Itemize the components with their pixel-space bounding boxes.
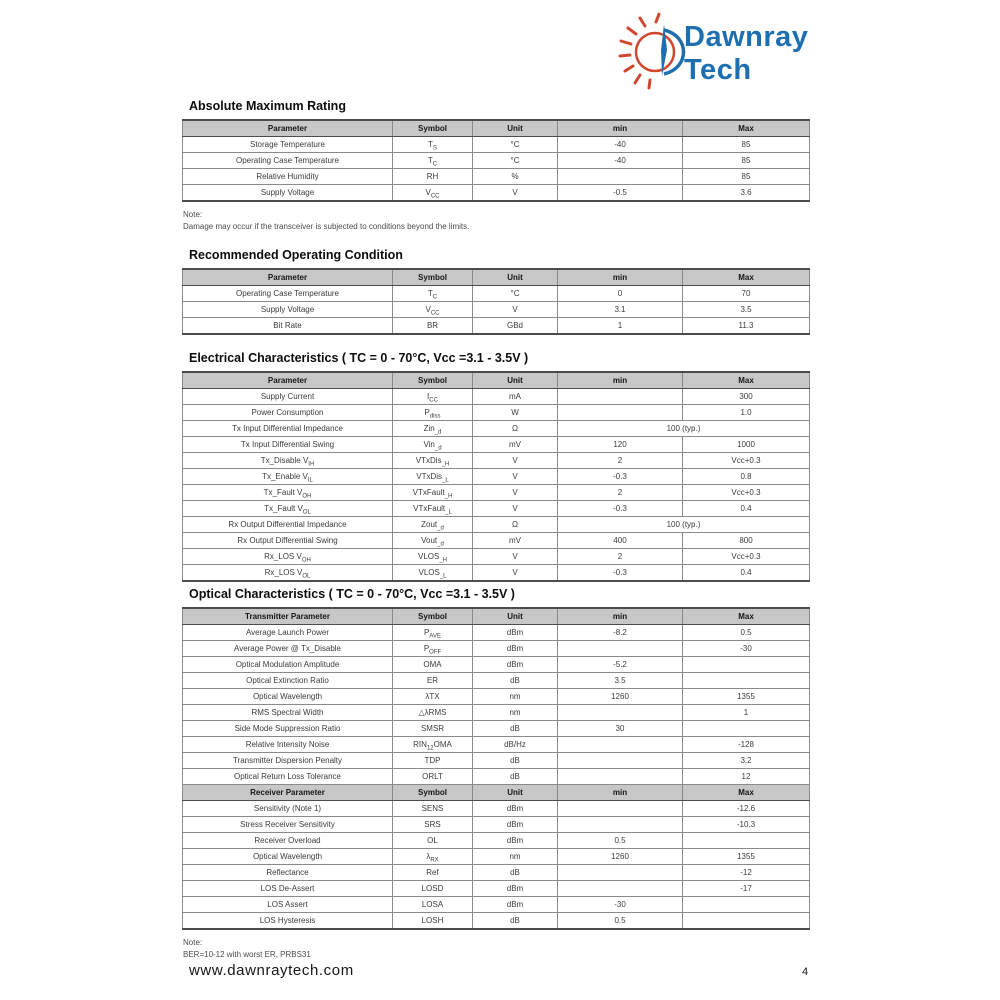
- table-row: [183, 469, 810, 485]
- column-header: min: [558, 372, 683, 389]
- table-cell: OMA: [393, 657, 473, 673]
- table-row: [183, 753, 810, 769]
- table-cell: [683, 721, 810, 737]
- absolute-maximum-rating-table: [182, 119, 810, 202]
- table-cell: Receiver Overload: [183, 833, 393, 849]
- table-cell: △λRMS: [393, 705, 473, 721]
- table-header-row: [183, 269, 810, 286]
- optical-characteristics-table: [182, 607, 810, 930]
- table-row: [183, 801, 810, 817]
- table-cell: [558, 405, 683, 421]
- table-cell: Zin$_{\_d}$: [393, 421, 473, 437]
- table-cell: 1: [683, 705, 810, 721]
- table-cell: Rx_LOS $V_{OH}$: [183, 549, 393, 565]
- table-cell: Zout$_{\_d}$: [393, 517, 473, 533]
- table-cell: -30: [683, 641, 810, 657]
- table-cell: V: [473, 185, 558, 202]
- table-cell: Optical Modulation Amplitude: [183, 657, 393, 673]
- section-title: Recommended Operating Condition: [189, 248, 403, 262]
- table-cell: Tx Input Differential Impedance: [183, 421, 393, 437]
- table-cell: Vcc+0.3: [683, 453, 810, 469]
- table-cell: dBm: [473, 817, 558, 833]
- table-cell: dB: [473, 721, 558, 737]
- table-cell: 3.1: [558, 302, 683, 318]
- table-cell: -128: [683, 737, 810, 753]
- table-cell: -0.3: [558, 501, 683, 517]
- table-cell: V: [473, 302, 558, 318]
- table-row: [183, 721, 810, 737]
- table-cell: Optical Wavelength: [183, 689, 393, 705]
- table-cell: °C: [473, 153, 558, 169]
- table-cell: Reflectance: [183, 865, 393, 881]
- table-cell: 300: [683, 389, 810, 405]
- table-cell: TDP: [393, 753, 473, 769]
- table-cell: 3.5: [558, 673, 683, 689]
- column-header: Symbol: [393, 120, 473, 137]
- table-cell: Vout$_{\_d}$: [393, 533, 473, 549]
- table-cell: 800: [683, 533, 810, 549]
- table-cell: mA: [473, 389, 558, 405]
- page-number: 4: [802, 966, 809, 978]
- table-row: [183, 769, 810, 785]
- table-cell: [558, 169, 683, 185]
- table-cell: Vcc+0.3: [683, 549, 810, 565]
- table-cell: 0.5: [558, 833, 683, 849]
- table-cell: $P_{diss}$: [393, 405, 473, 421]
- table-cell: nm: [473, 705, 558, 721]
- table-cell: [683, 897, 810, 913]
- table-row: [183, 533, 810, 549]
- table-cell: dBm: [473, 833, 558, 849]
- table-cell: 0.4: [683, 565, 810, 582]
- table-cell: LOSD: [393, 881, 473, 897]
- table-cell: dBm: [473, 657, 558, 673]
- column-header: Receiver Parameter: [183, 785, 393, 801]
- table-cell: [558, 817, 683, 833]
- table-cell: Relative Humidity: [183, 169, 393, 185]
- table-row: [183, 817, 810, 833]
- table-cell: -8.2: [558, 625, 683, 641]
- table-cell: -0.3: [558, 565, 683, 582]
- table-row: [183, 501, 810, 517]
- column-header: Max: [683, 269, 810, 286]
- footer-url: www.dawnraytech.com: [189, 962, 354, 979]
- table-cell: nm: [473, 689, 558, 705]
- table-cell: W: [473, 405, 558, 421]
- table-cell: VTxDis$_{\_L}$: [393, 469, 473, 485]
- table-cell: [558, 769, 683, 785]
- table-cell: V: [473, 485, 558, 501]
- table-cell: 70: [683, 286, 810, 302]
- column-header: Unit: [473, 269, 558, 286]
- table-cell: V: [473, 453, 558, 469]
- table-cell: 1355: [683, 849, 810, 865]
- table-row: [183, 485, 810, 501]
- table-cell: 2: [558, 485, 683, 501]
- table-cell: GBd: [473, 318, 558, 335]
- table-cell: RMS Spectral Width: [183, 705, 393, 721]
- table-cell: BR: [393, 318, 473, 335]
- table-cell: [558, 737, 683, 753]
- table-cell: 1260: [558, 689, 683, 705]
- table-cell: VTxDis$_{\_H}$: [393, 453, 473, 469]
- table-row: [183, 565, 810, 582]
- brand-name: Dawnray Tech: [684, 21, 809, 86]
- table-cell: Tx_Fault $V_{OL}$: [183, 501, 393, 517]
- electrical-characteristics-table: [182, 371, 810, 582]
- table-cell: 2: [558, 453, 683, 469]
- table-row: [183, 137, 810, 153]
- table-row: [183, 549, 810, 565]
- table-cell: 85: [683, 137, 810, 153]
- table-cell: dBm: [473, 641, 558, 657]
- table-cell: mV: [473, 437, 558, 453]
- column-header: Symbol: [393, 269, 473, 286]
- table-cell: Vin$_{\_d}$: [393, 437, 473, 453]
- brand-logo: [612, 10, 852, 90]
- table-cell: V: [473, 469, 558, 485]
- table-cell: $RIN_{12}OMA$: [393, 737, 473, 753]
- table-cell: SMSR: [393, 721, 473, 737]
- table-row: [183, 657, 810, 673]
- column-header: min: [558, 120, 683, 137]
- table-cell: $P_{OFF}$: [393, 641, 473, 657]
- column-header: Unit: [473, 785, 558, 801]
- table-header-row: [183, 372, 810, 389]
- table-header-row: [183, 120, 810, 137]
- table-cell: ER: [393, 673, 473, 689]
- table-cell: Vcc+0.3: [683, 485, 810, 501]
- table-cell: -0.3: [558, 469, 683, 485]
- table-cell: SRS: [393, 817, 473, 833]
- table-cell: 85: [683, 169, 810, 185]
- table-cell: Tx_Enable $V_{IL}$: [183, 469, 393, 485]
- table-cell: Supply Voltage: [183, 185, 393, 202]
- table-cell: Storage Temperature: [183, 137, 393, 153]
- table-cell: SENS: [393, 801, 473, 817]
- table-row: [183, 673, 810, 689]
- table-cell: -10.3: [683, 817, 810, 833]
- table-cell: dB/Hz: [473, 737, 558, 753]
- table-cell: 0: [558, 286, 683, 302]
- table-cell: Relative Intensity Noise: [183, 737, 393, 753]
- column-header: Parameter: [183, 372, 393, 389]
- table-cell: 100 (typ.): [558, 517, 810, 533]
- table-cell: 100 (typ.): [558, 421, 810, 437]
- table-cell: 1355: [683, 689, 810, 705]
- table-cell: -0.5: [558, 185, 683, 202]
- table-cell: 85: [683, 153, 810, 169]
- section-title: Electrical Characteristics ( TC = 0 - 70°C, Vcc =3.1 - 3.5V ): [189, 351, 529, 365]
- column-header: min: [558, 608, 683, 625]
- table-cell: -30: [558, 897, 683, 913]
- table-cell: 12: [683, 769, 810, 785]
- column-header: Max: [683, 372, 810, 389]
- column-header: min: [558, 269, 683, 286]
- table-cell: Rx Output Differential Swing: [183, 533, 393, 549]
- table-cell: LOS De-Assert: [183, 881, 393, 897]
- table-cell: [558, 641, 683, 657]
- table-cell: nm: [473, 849, 558, 865]
- column-header: Transmitter Parameter: [183, 608, 393, 625]
- table-row: [183, 318, 810, 335]
- table-row: [183, 897, 810, 913]
- table-cell: Rx_LOS $V_{OL}$: [183, 565, 393, 582]
- table-cell: RH: [393, 169, 473, 185]
- column-header: Symbol: [393, 608, 473, 625]
- table-cell: dBm: [473, 625, 558, 641]
- table-cell: °C: [473, 137, 558, 153]
- table-cell: 400: [558, 533, 683, 549]
- table-row: [183, 881, 810, 897]
- table-cell: VTxFault$_{\_H}$: [393, 485, 473, 501]
- table-cell: $T_C$: [393, 153, 473, 169]
- column-header: Unit: [473, 608, 558, 625]
- table-row: [183, 437, 810, 453]
- table-cell: [558, 753, 683, 769]
- table-cell: -12: [683, 865, 810, 881]
- table-cell: 2: [558, 549, 683, 565]
- table-row: [183, 389, 810, 405]
- table-cell: [683, 913, 810, 930]
- table-cell: [558, 389, 683, 405]
- table-cell: 1: [558, 318, 683, 335]
- table-cell: $VLOS_{\_H}$: [393, 549, 473, 565]
- table-cell: OL: [393, 833, 473, 849]
- table-cell: 1000: [683, 437, 810, 453]
- table-cell: $V_{CC}$: [393, 185, 473, 202]
- table-cell: [558, 705, 683, 721]
- table-cell: $I_{CC}$: [393, 389, 473, 405]
- table-cell: VTxFault$_{\_L}$: [393, 501, 473, 517]
- table-cell: $T_S$: [393, 137, 473, 153]
- table-cell: -40: [558, 137, 683, 153]
- table-cell: dB: [473, 865, 558, 881]
- table-cell: $V_{CC}$: [393, 302, 473, 318]
- table-cell: -5.2: [558, 657, 683, 673]
- note-text: Damage may occur if the transceiver is subjected to conditions beyond the limits.: [183, 222, 470, 231]
- table-cell: Rx Output Differential Impedance: [183, 517, 393, 533]
- table-row: [183, 737, 810, 753]
- table-cell: dB: [473, 753, 558, 769]
- table-cell: V: [473, 549, 558, 565]
- table-cell: dBm: [473, 897, 558, 913]
- table-cell: 0.4: [683, 501, 810, 517]
- table-cell: 11.3: [683, 318, 810, 335]
- column-header: Max: [683, 608, 810, 625]
- table-row: [183, 625, 810, 641]
- column-header: Unit: [473, 120, 558, 137]
- table-cell: Sensitivity (Note 1): [183, 801, 393, 817]
- table-cell: Average Launch Power: [183, 625, 393, 641]
- column-header: Symbol: [393, 372, 473, 389]
- table-row: [183, 405, 810, 421]
- column-header: Unit: [473, 372, 558, 389]
- table-cell: 1260: [558, 849, 683, 865]
- column-header: Parameter: [183, 120, 393, 137]
- table-cell: LOSH: [393, 913, 473, 930]
- table-row: [183, 865, 810, 881]
- table-cell: Side Mode Suppression Ratio: [183, 721, 393, 737]
- table-cell: Optical Extinction Ratio: [183, 673, 393, 689]
- note-text: BER=10-12 with worst ER, PRBS31: [183, 950, 311, 959]
- table-cell: Operating Case Temperature: [183, 286, 393, 302]
- table-cell: Transmitter Dispersion Penalty: [183, 753, 393, 769]
- section-absolute-maximum-rating: [182, 99, 809, 233]
- table-cell: LOS Hysteresis: [183, 913, 393, 930]
- table-cell: Optical Return Loss Tolerance: [183, 769, 393, 785]
- table-cell: [558, 865, 683, 881]
- table-cell: Tx_Fault $V_{OH}$: [183, 485, 393, 501]
- table-cell: LOS Assert: [183, 897, 393, 913]
- table-header-row: [183, 608, 810, 625]
- table-cell: Supply Current: [183, 389, 393, 405]
- table-cell: 0.8: [683, 469, 810, 485]
- section-optical-characteristics: [182, 587, 809, 961]
- table-cell: 3.2: [683, 753, 810, 769]
- table-row: [183, 849, 810, 865]
- column-header: min: [558, 785, 683, 801]
- table-cell: -17: [683, 881, 810, 897]
- table-cell: Power Consumption: [183, 405, 393, 421]
- table-cell: %: [473, 169, 558, 185]
- column-header: Symbol: [393, 785, 473, 801]
- table-cell: Average Power @ Tx_Disable: [183, 641, 393, 657]
- table-cell: dBm: [473, 801, 558, 817]
- table-row: [183, 517, 810, 533]
- table-row: [183, 689, 810, 705]
- table-cell: dB: [473, 673, 558, 689]
- table-row: [183, 185, 810, 202]
- table-cell: $\lambda_{RX}$: [393, 849, 473, 865]
- table-row: [183, 286, 810, 302]
- table-cell: 3.6: [683, 185, 810, 202]
- table-cell: $P_{AVE}$: [393, 625, 473, 641]
- table-cell: $VLOS_{\_L}$: [393, 565, 473, 582]
- table-row: [183, 913, 810, 930]
- table-cell: dBm: [473, 881, 558, 897]
- table-cell: $T_C$: [393, 286, 473, 302]
- table-cell: Tx_Disable $V_{IH}$: [183, 453, 393, 469]
- table-cell: [558, 881, 683, 897]
- recommended-operating-condition-table: [182, 268, 810, 335]
- table-cell: 0.5: [683, 625, 810, 641]
- table-cell: LOSA: [393, 897, 473, 913]
- table-cell: 0.5: [558, 913, 683, 930]
- note-label: Note:: [183, 938, 203, 947]
- note-label: Note:: [183, 210, 203, 219]
- table-row: [183, 453, 810, 469]
- table-cell: [558, 801, 683, 817]
- table-header-row: [183, 785, 810, 801]
- section-electrical-characteristics: [182, 351, 809, 582]
- table-cell: 3.5: [683, 302, 810, 318]
- table-cell: Optical Wavelength: [183, 849, 393, 865]
- table-cell: 30: [558, 721, 683, 737]
- table-cell: 120: [558, 437, 683, 453]
- table-cell: dB: [473, 913, 558, 930]
- table-cell: V: [473, 501, 558, 517]
- section-title: Optical Characteristics ( TC = 0 - 70°C, Vcc =3.1 - 3.5V ): [189, 587, 515, 601]
- table-cell: 1.0: [683, 405, 810, 421]
- table-cell: [683, 657, 810, 673]
- table-row: [183, 641, 810, 657]
- table-cell: Supply Voltage: [183, 302, 393, 318]
- column-header: Max: [683, 785, 810, 801]
- table-cell: Ω: [473, 421, 558, 437]
- table-row: [183, 169, 810, 185]
- table-row: [183, 705, 810, 721]
- table-cell: Tx Input Differential Swing: [183, 437, 393, 453]
- table-cell: Operating Case Temperature: [183, 153, 393, 169]
- table-cell: Ω: [473, 517, 558, 533]
- table-cell: [683, 833, 810, 849]
- table-row: [183, 833, 810, 849]
- table-cell: -12.6: [683, 801, 810, 817]
- table-cell: °C: [473, 286, 558, 302]
- table-row: [183, 302, 810, 318]
- table-row: [183, 153, 810, 169]
- column-header: Parameter: [183, 269, 393, 286]
- table-cell: -40: [558, 153, 683, 169]
- table-cell: [683, 673, 810, 689]
- table-cell: ORLT: [393, 769, 473, 785]
- section-recommended-operating-condition: [182, 248, 809, 335]
- table-cell: Stress Receiver Sensitivity: [183, 817, 393, 833]
- table-cell: dB: [473, 769, 558, 785]
- table-cell: V: [473, 565, 558, 582]
- table-cell: Ref: [393, 865, 473, 881]
- column-header: Max: [683, 120, 810, 137]
- table-cell: mV: [473, 533, 558, 549]
- section-title: Absolute Maximum Rating: [189, 99, 346, 113]
- table-cell: Bit Rate: [183, 318, 393, 335]
- table-row: [183, 421, 810, 437]
- table-cell: λTX: [393, 689, 473, 705]
